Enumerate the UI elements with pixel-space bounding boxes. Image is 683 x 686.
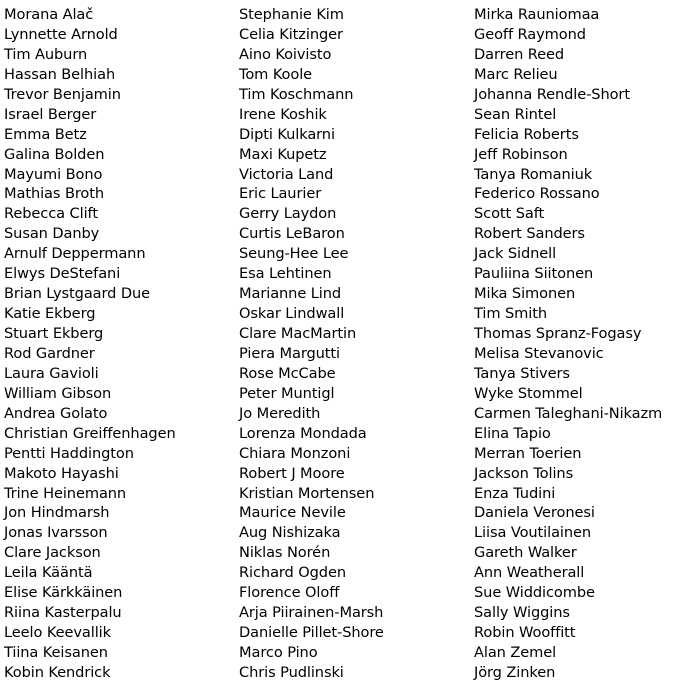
name-entry: Clare Jackson xyxy=(4,544,101,562)
name-entry: William Gibson xyxy=(4,384,112,402)
name-entry: Gerry Laydon xyxy=(239,205,337,223)
name-entry: Victoria Land xyxy=(239,165,334,183)
name-entry: Wyke Stommel xyxy=(474,384,583,402)
name-entry: Leila Kääntä xyxy=(4,564,93,582)
name-entry: Jack Sidnell xyxy=(474,245,557,263)
name-entry: Leelo Keevallik xyxy=(4,624,111,642)
name-entry: Esa Lehtinen xyxy=(239,265,332,283)
name-entry: Sean Rintel xyxy=(474,105,557,123)
name-entry: Ann Weatherall xyxy=(474,564,585,582)
name-entry: Carmen Taleghani-Nikazm xyxy=(474,404,663,422)
name-entry: Tiina Keisanen xyxy=(4,644,108,661)
name-entry: Trine Heinemann xyxy=(4,484,127,502)
name-entry: Alan Zemel xyxy=(474,644,557,661)
name-entry: Jackson Tolins xyxy=(474,464,574,482)
name-entry: Lorenza Mondada xyxy=(239,424,367,442)
name-entry: Susan Danby xyxy=(4,225,100,243)
name-entry: Enza Tudini xyxy=(474,484,556,502)
name-entry: Clare MacMartin xyxy=(239,325,357,342)
name-entry: Lynnette Arnold xyxy=(4,25,118,43)
name-entry: Peter Muntigl xyxy=(239,384,335,402)
name-entry: Morana Alač xyxy=(4,6,94,23)
name-entry: Tanya Stivers xyxy=(474,364,570,382)
name-entry: Pentti Haddington xyxy=(4,444,134,462)
name-entry: Maxi Kupetz xyxy=(239,145,327,163)
name-entry: Maurice Nevile xyxy=(239,504,346,522)
name-entry: Tim Auburn xyxy=(4,45,88,63)
name-entry: Galina Bolden xyxy=(4,145,105,163)
name-entry: Rod Gardner xyxy=(4,344,95,362)
name-entry: Kobin Kendrick xyxy=(4,663,111,681)
name-entry: Tim Koschmann xyxy=(239,85,354,103)
name-entry: Sally Wiggins xyxy=(474,604,570,622)
name-entry: Irene Koshik xyxy=(239,105,327,123)
name-entry: Felicia Roberts xyxy=(474,125,579,143)
name-entry: Mayumi Bono xyxy=(4,165,103,183)
name-entry: Robert J Moore xyxy=(239,464,345,482)
name-entry: Arja Piirainen-Marsh xyxy=(239,604,384,622)
name-entry: Laura Gavioli xyxy=(4,364,99,382)
name-entry: Marianne Lind xyxy=(239,285,342,303)
name-entry: Jo Meredith xyxy=(239,404,321,422)
name-entry: Mathias Broth xyxy=(4,185,105,203)
name-entry: Jeff Robinson xyxy=(474,145,568,163)
name-entry: Emma Betz xyxy=(4,125,87,143)
names-column-2 xyxy=(239,5,467,683)
name-entry: Rebecca Clift xyxy=(4,205,98,223)
name-entry: Robin Wooffitt xyxy=(474,624,576,642)
name-entry: Darren Reed xyxy=(474,45,565,63)
name-entry: Gareth Walker xyxy=(474,544,577,562)
name-entry: Merran Toerien xyxy=(474,444,582,462)
name-entry: Niklas Norén xyxy=(239,544,331,562)
name-entry: Johanna Rendle-Short xyxy=(474,85,630,103)
name-entry: Daniela Veronesi xyxy=(474,504,595,522)
name-entry: Sue Widdicombe xyxy=(474,584,595,602)
name-entry: Liisa Voutilainen xyxy=(474,524,592,542)
name-entry: Geoff Raymond xyxy=(474,25,586,43)
name-entry: Florence Oloff xyxy=(239,584,340,602)
name-entry: Chris Pudlinski xyxy=(239,663,344,681)
name-entry: Chiara Monzoni xyxy=(239,444,351,462)
name-entry: Arnulf Deppermann xyxy=(4,245,146,263)
name-entry: Thomas Spranz-Fogasy xyxy=(474,325,642,342)
name-entry: Andrea Golato xyxy=(4,404,108,422)
name-entry: Danielle Pillet-Shore xyxy=(239,624,384,642)
names-column-3 xyxy=(474,5,683,683)
name-entry: Katie Ekberg xyxy=(4,305,96,323)
name-entry: Mika Simonen xyxy=(474,285,576,303)
name-entry: Trevor Benjamin xyxy=(4,85,121,103)
name-entry: Rose McCabe xyxy=(239,364,336,382)
name-entry: Oskar Lindwall xyxy=(239,305,345,323)
name-entry: Elwys DeStefani xyxy=(4,265,121,283)
name-entry: Stephanie Kim xyxy=(239,6,344,23)
name-entry: Marc Relieu xyxy=(474,65,558,83)
name-entry: Elise Kärkkäinen xyxy=(4,584,123,602)
name-entry: Stuart Ekberg xyxy=(4,325,104,342)
names-column-1 xyxy=(4,5,232,683)
name-entry: Hassan Belhiah xyxy=(4,65,116,83)
name-entry: Jon Hindmarsh xyxy=(4,504,110,522)
name-entry: Tanya Romaniuk xyxy=(474,165,593,183)
name-entry: Brian Lystgaard Due xyxy=(4,285,151,303)
name-entry: Kristian Mortensen xyxy=(239,484,375,502)
name-entry: Aino Koivisto xyxy=(239,45,332,63)
name-entry: Tom Koole xyxy=(239,65,313,83)
name-entry: Jörg Zinken xyxy=(474,663,556,681)
name-entry: Celia Kitzinger xyxy=(239,25,343,43)
name-entry: Dipti Kulkarni xyxy=(239,125,335,143)
name-entry: Robert Sanders xyxy=(474,225,585,243)
name-entry: Mirka Rauniomaa xyxy=(474,6,600,23)
name-entry: Tim Smith xyxy=(474,305,547,323)
names-grid xyxy=(0,5,683,683)
name-entry: Scott Saft xyxy=(474,205,545,223)
name-entry: Federico Rossano xyxy=(474,185,600,203)
name-entry: Christian Greiffenhagen xyxy=(4,424,176,442)
name-entry: Jonas Ivarsson xyxy=(4,524,108,542)
name-entry: Israel Berger xyxy=(4,105,97,123)
name-entry: Curtis LeBaron xyxy=(239,225,345,243)
name-entry: Seung-Hee Lee xyxy=(239,245,349,263)
name-entry: Pauliina Siitonen xyxy=(474,265,594,283)
name-entry: Makoto Hayashi xyxy=(4,464,119,482)
name-entry: Marco Pino xyxy=(239,644,318,661)
name-entry: Melisa Stevanovic xyxy=(474,344,604,362)
name-entry: Piera Margutti xyxy=(239,344,340,362)
name-entry: Riina Kasterpalu xyxy=(4,604,122,622)
name-entry: Eric Laurier xyxy=(239,185,322,203)
name-entry: Elina Tapio xyxy=(474,424,551,442)
name-entry: Richard Ogden xyxy=(239,564,346,582)
name-entry: Aug Nishizaka xyxy=(239,524,341,542)
